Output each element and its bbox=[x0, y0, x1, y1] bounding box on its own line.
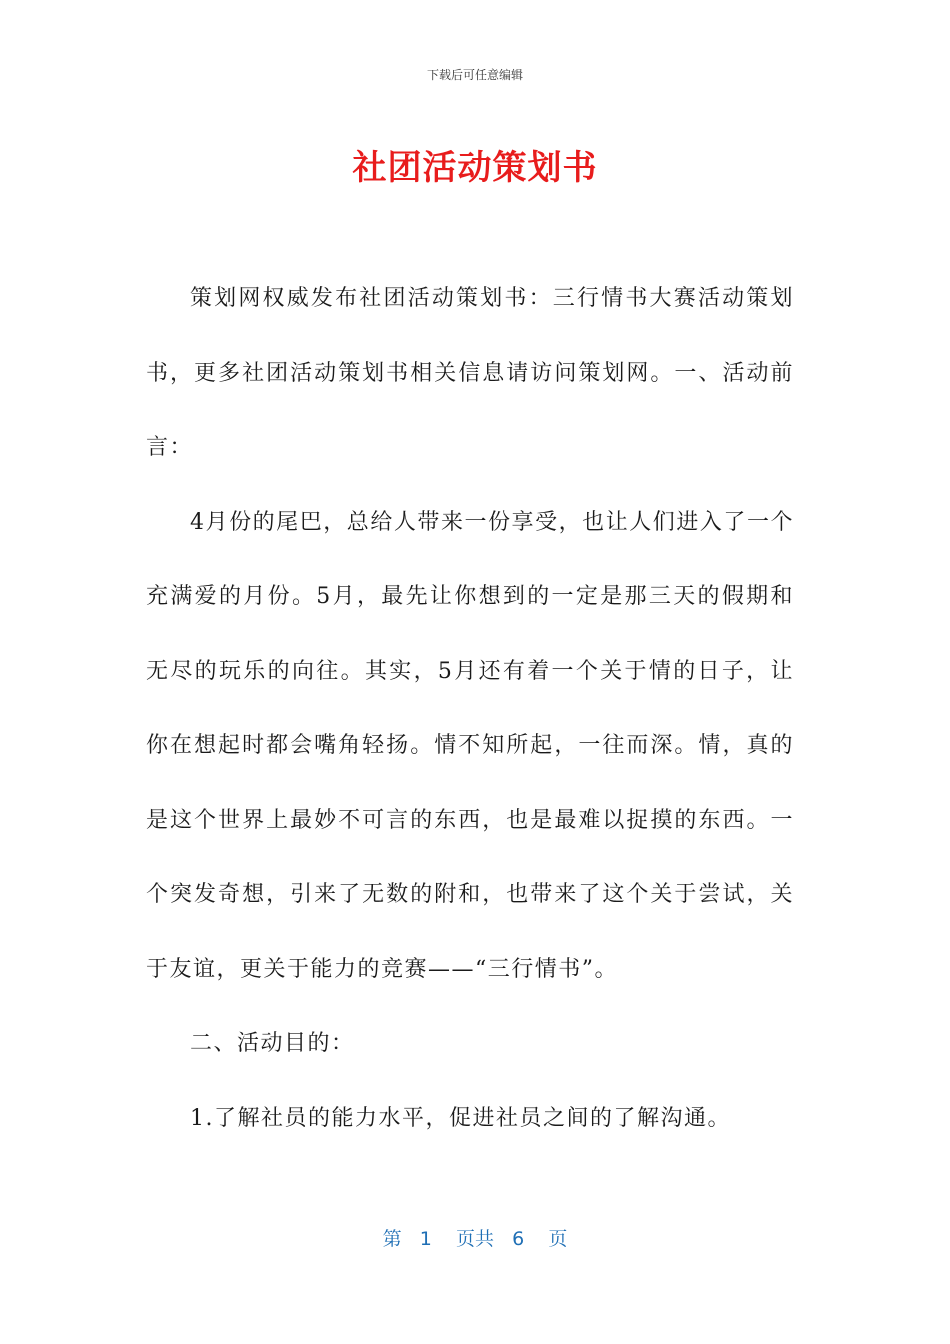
paragraph-preface: 4月份的尾巴，总给人带来一份享受，也让人们进入了一个充满爱的月份。5月，最先让你想到的一定是那三天的假期和无尽的玩乐的向往。其实，5月还有着一个关于情的日子，让你在想起时都会嘴角轻扬。情不知所起，一往而深。情，真的是这个世界上最妙不可言的东西，也是最难以捉摸的东西。一个突发奇想，引来了无数的附和，也带来了这个关于尝试，关于友谊，更关于能力的竞赛——“三行情书”。 bbox=[146, 509, 794, 982]
paragraph-intro: 策划网权威发布社团活动策划书：三行情书大赛活动策划书，更多社团活动策划书相关信息请访问策划网。一、活动前言： bbox=[146, 286, 794, 460]
footer-current-page: 1 bbox=[419, 1228, 432, 1250]
footer-middle: 页共 bbox=[455, 1228, 494, 1250]
footer-total-pages: 6 bbox=[512, 1228, 525, 1250]
page-footer bbox=[0, 1224, 950, 1251]
document-body bbox=[146, 262, 794, 1156]
section-heading-purpose: 二、活动目的： bbox=[190, 1031, 355, 1056]
document-title: 社团活动策划书 bbox=[352, 148, 598, 188]
paragraph-purpose-item-1: 1.了解社员的能力水平，促进社员之间的了解沟通。 bbox=[190, 1105, 731, 1131]
footer-prefix: 第 bbox=[382, 1228, 402, 1250]
header-note: 下载后可任意编辑 bbox=[426, 68, 523, 82]
footer-suffix: 页 bbox=[548, 1228, 568, 1250]
